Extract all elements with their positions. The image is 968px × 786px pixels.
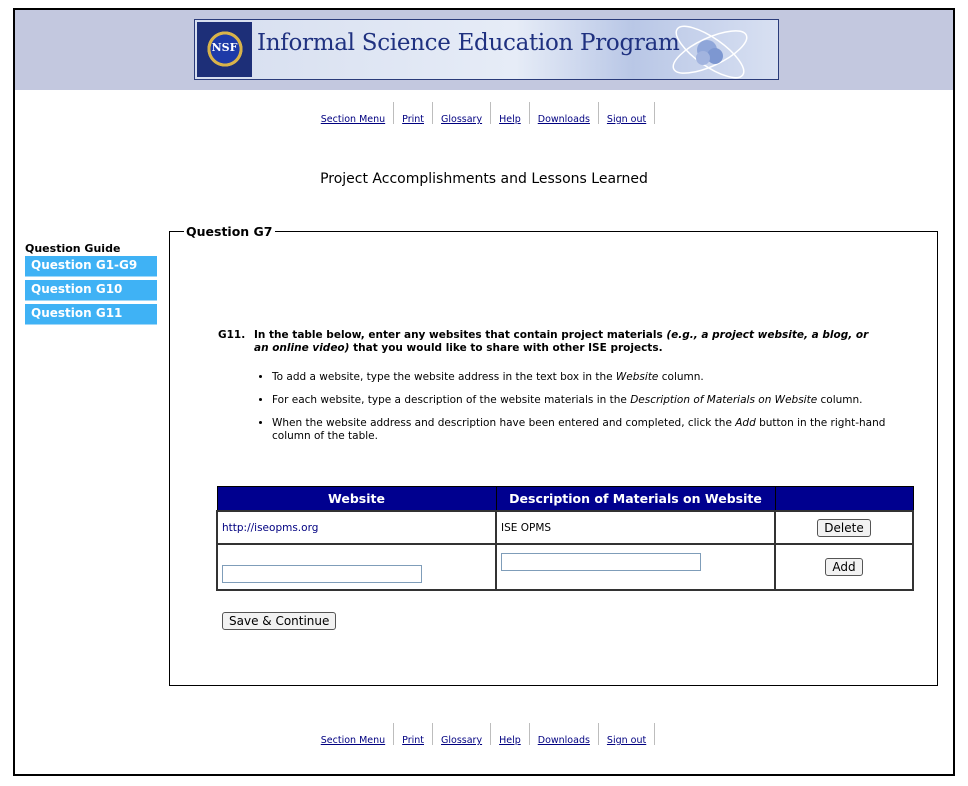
guide-item-g1-g9[interactable]: Question G1-G9 xyxy=(25,256,157,277)
question-legend: Question G7 xyxy=(186,224,273,239)
atom-graphic xyxy=(665,19,765,80)
nsf-seal-logo: NSF xyxy=(197,22,252,77)
question-guide xyxy=(25,242,157,328)
action-cell xyxy=(775,511,913,544)
top-nav xyxy=(15,102,953,125)
instruction-item: • For each website, type a description of the website materials in the Description of Materials on Website column. xyxy=(272,394,892,407)
nav-print-link[interactable]: Print xyxy=(402,735,425,746)
website-cell: http://iseopms.org xyxy=(217,511,496,544)
new-action-cell xyxy=(775,544,913,590)
nav-sign-out-link[interactable]: Sign out xyxy=(606,735,647,746)
question-number: G11. xyxy=(218,329,246,341)
page-frame xyxy=(13,8,955,776)
nav-section-menu-link[interactable]: Section Menu xyxy=(320,114,386,125)
column-header-description: Description of Materials on Website xyxy=(496,487,775,512)
nav-sign-out-link[interactable]: Sign out xyxy=(606,114,647,125)
add-button[interactable]: Add xyxy=(825,558,862,576)
delete-button[interactable]: Delete xyxy=(817,519,870,537)
question-fieldset xyxy=(169,224,938,686)
websites-table xyxy=(216,486,914,591)
nav-help-link[interactable]: Help xyxy=(499,735,521,746)
nav-glossary-link[interactable]: Glossary xyxy=(441,114,483,125)
question-text xyxy=(218,329,878,355)
guide-item-g10[interactable]: Question G10 xyxy=(25,280,157,301)
nav-downloads-link[interactable]: Downloads xyxy=(537,114,590,125)
nav-section-menu-link[interactable]: Section Menu xyxy=(320,735,386,746)
question-text-before: In the table below, enter any websites that contain project materials xyxy=(254,329,667,341)
question-text-italic: (e.g., a project website, a blog, or an online video) xyxy=(254,329,869,354)
save-continue-button[interactable]: Save & Continue xyxy=(222,612,336,630)
bottom-nav xyxy=(15,723,953,746)
new-website-row xyxy=(217,544,913,590)
banner-title: Informal Science Education Program xyxy=(257,30,680,56)
description-cell: ISE OPMS xyxy=(496,511,775,544)
nav-separator xyxy=(654,723,655,745)
question-guide-heading: Question Guide xyxy=(25,242,121,255)
question-text-after: that you would like to share with other ISE projects. xyxy=(349,342,663,354)
new-description-cell xyxy=(496,544,775,590)
guide-item-g11[interactable]: Question G11 xyxy=(25,304,157,325)
page-title: Project Accomplishments and Lessons Learned xyxy=(320,171,648,187)
instruction-item: • When the website address and description have been entered and completed, click the Add button in the right-hand column of the table. xyxy=(272,417,892,443)
nav-downloads-link[interactable]: Downloads xyxy=(537,735,590,746)
instruction-item: • To add a website, type the website address in the text box in the Website column. xyxy=(272,371,892,384)
nav-glossary-link[interactable]: Glossary xyxy=(441,735,483,746)
description-input[interactable] xyxy=(501,553,701,571)
header-band xyxy=(15,10,953,90)
column-header-action xyxy=(775,487,913,512)
nav-separator xyxy=(654,102,655,124)
website-input[interactable] xyxy=(222,565,422,583)
program-banner xyxy=(194,19,779,80)
instruction-list xyxy=(254,371,892,453)
new-website-cell xyxy=(217,544,496,590)
table-row xyxy=(217,511,913,544)
column-header-website: Website xyxy=(217,487,496,512)
nav-print-link[interactable]: Print xyxy=(402,114,425,125)
nav-help-link[interactable]: Help xyxy=(499,114,521,125)
